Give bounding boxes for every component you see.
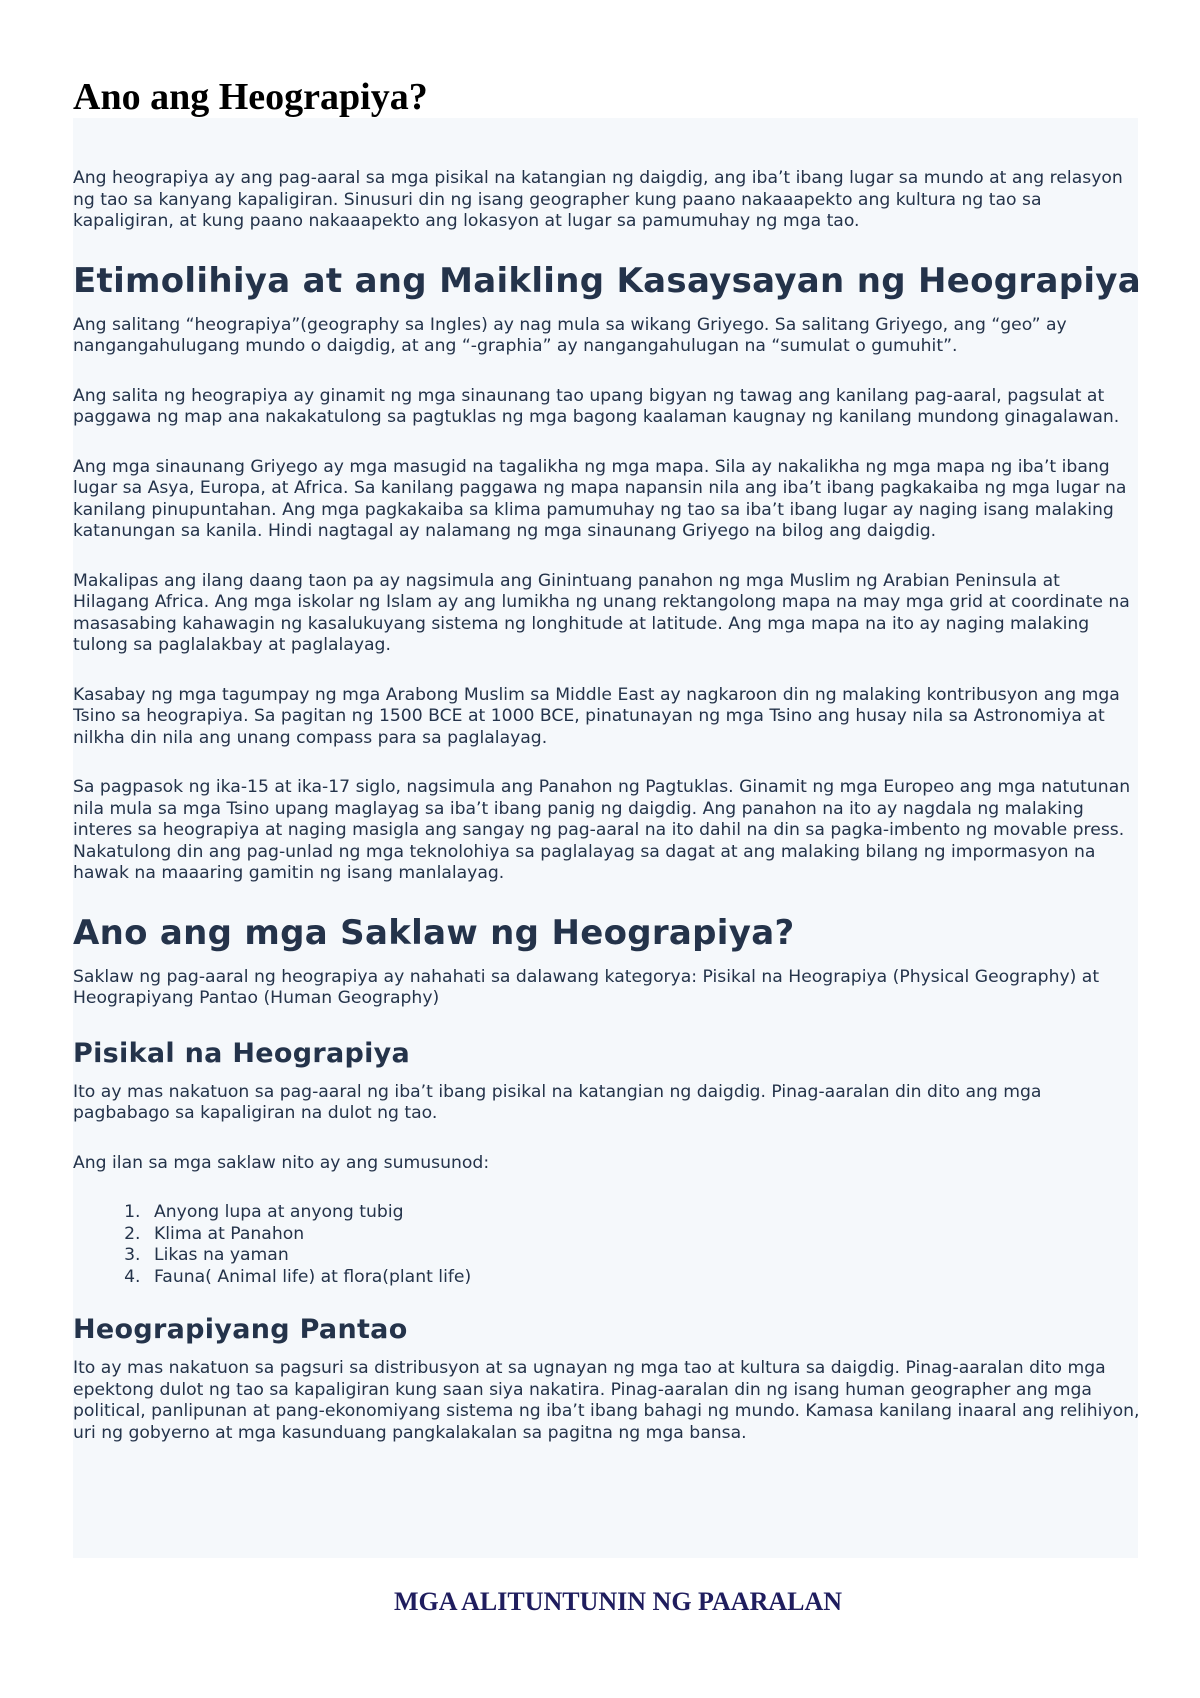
list-item: 1. Anyong lupa at anyong tubig bbox=[146, 1202, 1141, 1224]
scope-heading: Ano ang mga Saklaw ng Heograpiya? bbox=[73, 912, 795, 953]
intro-paragraph: Ang heograpiya ay ang pag-aaral sa mga pisikal na katangian ng daigdig, ang iba’t ibang lugar sa mundo at ang relasyon ng tao sa kanyang kapaligiran. Sinusuri din ng isang geographer kung paano nakaaapekto ang kultura ng tao sa kapaligiran, at kung paano nakaaapekto ang lokasyon at lugar sa pamumuhay ng mga tao. bbox=[73, 168, 1123, 231]
human-paragraph: Ito ay mas nakatuon sa pagsuri sa distribusyon at sa ugnayan ng mga tao at kultura sa daigdig. Pinag-aaralan dito mga epektong dulot ng tao sa kapaligiran kung saan siya nakatira. Pinag-aaralan din ng isang human geographer ang mga political, panlipunan at pang-ekonomiyang sistema ng iba’t ibang bahagi ng mundo. Kamasa kanilang inaaral ang relihiyon, uri ng gobyerno at mga kasunduang pangkalakalan sa pagitna ng mga bansa. bbox=[73, 1358, 1140, 1443]
article-body bbox=[73, 168, 1141, 1472]
etymology-heading: Etimolihiya at ang Maikling Kasaysayan ng Heograpiya bbox=[73, 260, 1141, 301]
physical-list-intro: Ang ilan sa mga saklaw nito ay ang sumusunod: bbox=[73, 1152, 490, 1173]
etymology-paragraph: Makalipas ang ilang daang taon pa ay nagsimula ang Ginintuang panahon ng mga Muslim ng Arabian Peninsula at Hilagang Africa. Ang mga iskolar ng Islam ay ang lumikha ng unang rektangolong mapa na may mga grid at coordinate na masasabing kahawagin ng kasalukuyang sistema ng longhitude at latitude. Ang mga mapa na ito ay naging malaking tulong sa paglalakbay at paglalayag. bbox=[73, 570, 1130, 655]
physical-scope-list bbox=[73, 1202, 1141, 1288]
etymology-paragraph: Ang salitang “heograpiya”(geography sa Ingles) ay nag mula sa wikang Griyego. Sa salitang Griyego, ang “geo” ay nangangahulugang mundo o daigdig, at ang “-graphia” ay nangangahulugan na “sumulat o gumuhit”. bbox=[73, 314, 1067, 356]
physical-geography-heading: Pisikal na Heograpiya bbox=[73, 1037, 411, 1069]
etymology-paragraph: Ang salita ng heograpiya ay ginamit ng mga sinaunang tao upang bigyan ng tawag ang kanilang pag-aaral, pagsulat at paggawa ng map ana nakakatulong sa pagtuklas ng mga bagong kaalaman kaugnay ng kanilang mundong ginagalawan. bbox=[73, 385, 1120, 427]
scope-intro-paragraph: Saklaw ng pag-aaral ng heograpiya ay nahahati sa dalawang kategorya: Pisikal na Heograpiya (Physical Geography) at Heograpiyang Pantao (Human Geography) bbox=[73, 966, 1100, 1008]
human-geography-heading: Heograpiyang Pantao bbox=[73, 1314, 408, 1345]
etymology-paragraph: Kasabay ng mga tagumpay ng mga Arabong Muslim sa Middle East ay nagkaroon din ng malaking kontribusyon ang mga Tsino sa heograpiya. Sa pagitan ng 1500 BCE at 1000 BCE, pinatunayan ng mga Tsino ang husay nila sa Astronomiya at nilkha din nila ang unang compass para sa paglalayag. bbox=[73, 684, 1120, 748]
etymology-paragraph: Sa pagpasok ng ika-15 at ika-17 siglo, nagsimula ang Panahon ng Pagtuklas. Ginamit ng mga Europeo ang mga natutunan nila mula sa mga Tsino upang maglayag sa iba’t ibang panig ng daigdig. Ang panahon na ito ay nagdala ng malaking interes sa heograpiya at naging masigla ang sangay ng pag-aaral na ito dahil na din sa pagka-imbento ng movable press. Nakatulong din ang pag-unlad ng mga teknolohiya sa paglalayag sa dagat at ang malaking bilang ng impormasyon na hawak na maaaring gamitin ng isang manlalayag. bbox=[73, 777, 1131, 883]
list-item: 4. Fauna( Animal life) at flora(plant life) bbox=[146, 1267, 1141, 1289]
list-item: 2. Klima at Panahon bbox=[146, 1224, 1141, 1246]
etymology-paragraph: Ang mga sinaunang Griyego ay mga masugid na tagalikha ng mga mapa. Sila ay nakalikha ng mga mapa ng iba’t ibang lugar sa Asya, Europa, at Africa. Sa kanilang paggawa ng mapa napansin nila ang iba’t ibang pagkakaiba ng mga lugar na kanilang pinupuntahan. Ang mga pagkakaiba sa klima pamumuhay ng tao sa iba’t ibang lugar ay naging isang malaking katanungan sa kanila. Hindi nagtagal ay nalamang ng mga sinaunang Griyego na bilog ang daigdig. bbox=[73, 456, 1127, 541]
footer-title: MGA ALITUNTUNIN NG PAARALAN bbox=[393, 1587, 843, 1616]
page-title: Ano ang Heograpiya? bbox=[73, 76, 428, 118]
physical-paragraph: Ito ay mas nakatuon sa pag-aaral ng iba’t ibang pisikal na katangian ng daigdig. Pinag-aaralan din dito ang mga pagbabago sa kapaligiran na dulot ng tao. bbox=[73, 1081, 1042, 1123]
list-item: 3. Likas na yaman bbox=[146, 1245, 1141, 1267]
